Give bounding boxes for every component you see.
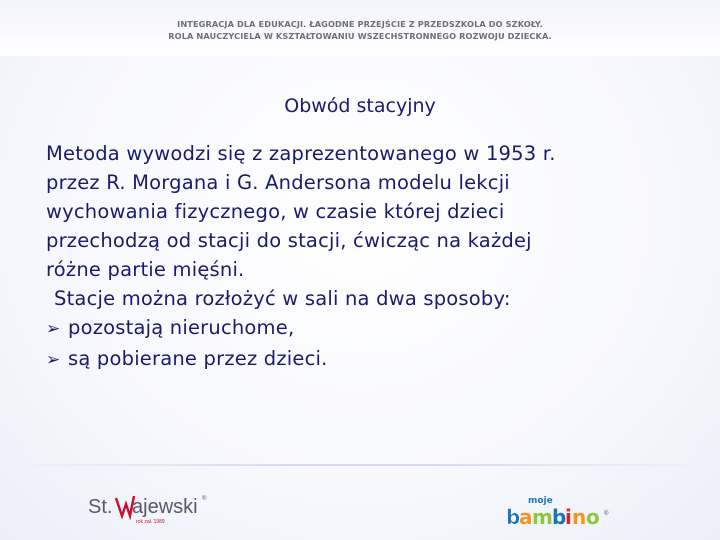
- logo-founded-text: rok zał. 1989: [136, 519, 165, 525]
- paragraph-line: przez R. Morgana i G. Andersona modelu lekcji: [46, 171, 510, 194]
- bullet-text: są pobierane przez dzieci.: [68, 347, 328, 370]
- paragraph-line: wychowania fizycznego, w czasie której dzieci: [46, 200, 505, 223]
- logo-bambino-m: m: [532, 505, 553, 529]
- slide-title: Obwód stacyjny: [284, 95, 436, 117]
- logo-bambino-b1: b: [506, 505, 521, 529]
- logo-bambino-n: n: [572, 505, 587, 529]
- slide-header: [0, 0, 720, 56]
- registered-icon: ®: [604, 511, 609, 517]
- logo-ajewski-text: ajewski: [132, 496, 198, 518]
- logo-bambino-o: o: [586, 505, 600, 529]
- bullet-item: [46, 344, 686, 375]
- slide-body: [46, 139, 686, 375]
- st-majewski-logo: [88, 488, 218, 528]
- arrow-bullet-icon: ➢: [46, 350, 61, 370]
- logo-st-text: St.: [88, 496, 113, 518]
- logo-bambino-b2: b: [552, 505, 567, 529]
- logo-moje-text: moje: [528, 496, 553, 506]
- logo-bambino-a: a: [519, 505, 533, 529]
- paragraph-line: przechodzą od stacji do stacji, ćwicząc na każdej: [46, 229, 532, 252]
- bullet-item: [46, 313, 686, 344]
- logo-bambino-i: i: [565, 505, 572, 529]
- bullet-text: pozostają nieruchome,: [68, 316, 295, 339]
- paragraph-line: różne partie mięśni.: [46, 258, 245, 281]
- moje-bambino-logo: [502, 493, 632, 533]
- arrow-bullet-icon: ➢: [46, 319, 61, 339]
- footer-divider: [0, 464, 720, 466]
- stations-intro: Stacje można rozłożyć w sali na dwa sposoby:: [54, 287, 511, 310]
- paragraph-line: Metoda wywodzi się z zaprezentowanego w 1953 r.: [46, 142, 556, 165]
- header-line-2: ROLA NAUCZYCIELA W KSZTAŁTOWANIU WSZECHSTRONNEGO ROZWOJU DZIECKA.: [168, 31, 552, 41]
- registered-icon: ®: [202, 496, 207, 502]
- header-line-1: INTEGRACJA DLA EDUKACJI. ŁAGODNE PRZEJŚCIE Z PRZEDSZKOLA DO SZKOŁY.: [177, 19, 543, 29]
